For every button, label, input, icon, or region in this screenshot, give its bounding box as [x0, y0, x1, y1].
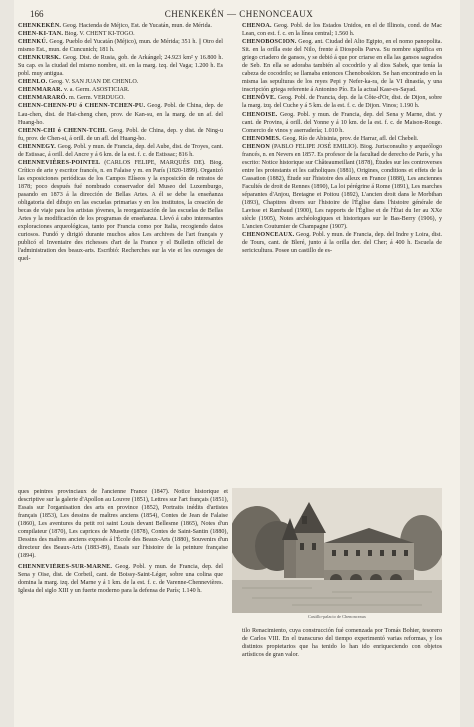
- entry-headword: CHENOMES.: [242, 135, 281, 142]
- entry-text: Geog. Pobl. de China, dep. y dist. de Ning-u fu, prov. de Chen-si, á orill. de un afl. del Huang-ho.: [18, 127, 223, 142]
- entry-headword: CHEN-KI-TAN.: [18, 31, 64, 38]
- entry-headword: CHENMARARÓ.: [18, 95, 68, 102]
- castle-engraving-icon: [232, 488, 442, 613]
- entry-headword: CHENKÚ.: [18, 39, 48, 46]
- dictionary-entry: [18, 86, 223, 94]
- dictionary-entry: [242, 627, 442, 659]
- dictionary-entry: [242, 22, 442, 38]
- entry-text: (CARLOS FELIPE, MARQUÉS DE). Biog. Crítico de arte y escritor francés, n. en Falaise y m. en París (1820-1899). Organizó las exposiciones periódicas de los Campos Elíseos y la exposición de retratos de 1878; poco después fué nombrado conservador del Museo del Luxemburgo, pasando en 1873 á la dirección de Bellas Artes. A él se debe la enseñanza obligatoria del dibujo en las escuelas primarias y en los institutos, la creación de becas de viaje para los artistas jóvenes, la reorganización de las escuelas de Bellas Artes y la modificación de los programas de enseñanza. Llevó á cabo interesantes exploraciones arqueológicas, tanto por Francia como por Italia, recogiendo datos curiosos. Fundó y dirigió durante muchos años Les archives de l'art français y publicó el Inventaire des richesses d'art de la France y el Bulletin officiel de l'administration des beaux-arts. Escribió: Recherches sur la vie et les ouvrages de quel-: [18, 159, 223, 263]
- entry-headword: CHENOA.: [242, 23, 272, 29]
- entry-headword: CHENOBOSCION.: [242, 39, 297, 46]
- entry-text: Geog. Pobl. y mun. de Francia, dep. del Sena y Marne, dist. y cant. de Provins, á orill. del Yonne y á 10 km. de la est. f. c. de Maison-Rouge. Comercio de vinos y aserradería; 1.010 h.: [242, 111, 442, 134]
- entry-text: Geog. ant. Ciudad del Alto Egipto, en el nomo panopolita. Sit. en la orilla este del Nilo, frente á Diospolis Parva. Su nombre significa en griego criadero de gansos, y se debió á que por criarse en ella las gansos sagrados de Seb. En ella se adoraba también al cocodrilo y al dios Sabek, que tenía la cabeza de cocodrilo; se llamaba entonces Chenoboskion. Se han encontrado en la misma las sepulturas de los reyes Pepi y Nefer-ka-ra, de la VI dinastía, y una inscripción griega referente á Antonino Pío. Es la actual Kasr-es-Sayad.: [242, 39, 442, 94]
- dictionary-entry: [242, 111, 442, 135]
- entry-headword: CHENNEVIÈRES-SUR-MARNE.: [18, 564, 113, 570]
- entry-headword: CHENNEVIÈRES-POINTEL: [18, 159, 101, 166]
- entry-headword: CHENONCEAUX.: [242, 232, 295, 239]
- mid-left-column: [18, 488, 228, 564]
- dictionary-entry: [18, 78, 223, 86]
- entry-text: ques peintres provinciaux de l'ancienne France (1847). Notice historique et descriptive sur la galerie d'Apollon au Louvre (1851), Lettres sur l'art français (1851), Essais sur l'organisation des arts en province (1852), Portraits inédits d'artistes français (1853), Les dessins de maîtres anciens (1854), Contes de Jean de Falaise (1860), Les aventures du petit roi saint Louis devant Bellesme (1865), Notes d'un compilateur (1870), Les caprices de Musette (1878), Contes de Saint-Santin (1880), Dessins des maîtres anciens exposés á l'École des Beaux-Arts (1880), Souvenirs d'un directeur des Beaux-Arts (1883-89), Essais sur l'histoire de la peinture française (1894).: [18, 489, 228, 560]
- dictionary-entry: [18, 30, 223, 38]
- dictionary-entry: [18, 563, 223, 595]
- entry-text: Geog. Río de Abisinia, prov. de Harrar, afl. del Chebeli.: [280, 135, 419, 142]
- entry-headword: CHENMARAR.: [18, 87, 63, 94]
- entry-text: v. a. Germ. ASOSTICIAR.: [62, 87, 130, 94]
- bottom-right-column: [242, 627, 442, 721]
- entry-text: Geog. Pobl. de Francia, dep. de la Côte-d'Or, dist. de Dijon, sobre la marg. izq. del Cuche y á 5 km. de la est. f. c. de Dijon. Vinos; 1.190 h.: [242, 95, 442, 110]
- dictionary-entry: [18, 102, 223, 126]
- bottom-left-column: [18, 563, 223, 721]
- dictionary-entry: [242, 143, 442, 232]
- dictionary-entry: [18, 22, 223, 30]
- entry-headword: CHENON: [242, 143, 270, 150]
- entry-text: m. Germ. VERDUGO.: [67, 95, 125, 102]
- dictionary-entry: [18, 143, 223, 159]
- dictionary-entry: [18, 94, 223, 102]
- running-header: [30, 9, 448, 21]
- entry-text: Geog. Dist. de Rusia, gob. de Arkángel; 24.923 km² y 16.800 h. Su cap. es la ciudad del mismo nombre, sit. en la marg. izq. del Vaga; 1.200 h. Es pobl. muy antigua.: [18, 55, 223, 78]
- entry-headword: CHENÔVE.: [242, 95, 276, 102]
- dictionary-entry: [18, 54, 223, 78]
- entry-text: tilo Renacimiento, cuya construcción fué comenzada por Tomás Bohier, tesorero de Carlos VIII. En el transcurso del tiempo experimentó varias reformas, y los distintos propietarios que ha tenido lo han ido enriqueciendo con objetos artísticos de gran valor.: [242, 628, 442, 659]
- entry-text: Biog. V. CHENT KI-TOGO.: [63, 31, 135, 38]
- entry-headword: CHENOISE.: [242, 111, 278, 118]
- left-column: [18, 22, 223, 508]
- dictionary-entry: [18, 38, 223, 54]
- dictionary-entry: [18, 488, 228, 560]
- running-title: CHENKEKÉN — CHENONCEAUX: [164, 9, 314, 19]
- entry-headword: CHENN-CHI ó CHENN-TCHI.: [18, 127, 107, 134]
- dictionary-entry: [242, 38, 442, 94]
- entry-text: Geog. Pueblo del Yucatán (Méjico), mun. de Mérida; 351 h. || Otro del mismo Est., mun. de Cuncunich; 181 h.: [18, 39, 223, 54]
- entry-text: (PABLO FELIPE JOSÉ EMILIO). Biog. Jurisconsulto y arqueólogo francés, n. en Nevers en 1857. Es profesor de la facultad de derecho de París, y ha escrito: Notice historique sur Châteaumeillant (1878), Études sur les controverses entre les protestants et les catholiques (1881), Origines, conditions et effets de la Cassation (1882), Étude sur l'histoire des alleux en France (1888), Les anciennes Facultés de droit de Rennes (1890), La loi pérégrine á Rome (1891), Les marches séparantes d'Anjou, Bretagne et Poitou (1892), L'ancien droit dans le Morbihan (1893), Chapitres divers sur l'histoire de l'Église dans l'histoire générale de Lavisse et Rambaud (1900), Les rapports de l'Église et de l'État du Ier au XXe siècle (1905), Notes archéologiques et historiques sur le Bas-Berry (1906), y L'ancien Coutumier de Champagne (1907).: [242, 143, 442, 231]
- dictionary-entry: [242, 135, 442, 143]
- dictionary-entry: [242, 231, 442, 255]
- dictionary-entry: [18, 159, 223, 264]
- entry-text: Geog. Pobl. y mun. de Francia, dep. del Indre y Loira, dist. de Tours, cant. de Bleré, junto á la orilla der. del Cher; á 400 h. Escuela de sericicultura. Posee un castillo de es-: [242, 232, 442, 255]
- figure-caption: Castillo-palacio de Chenonceaux: [307, 614, 367, 619]
- entry-text: Geog. Pobl. de los Estados Unidos, en el de Illinois, cond. de Mac Lean, con est. f. c. en la línea central; 1.560 h.: [242, 23, 442, 38]
- entry-headword: CHENN-CHENN-PU ó CHENN-TCHEN-PU.: [18, 103, 146, 110]
- dictionary-entry: [242, 94, 442, 110]
- dictionary-entry: [18, 127, 223, 143]
- entry-text: Geog. Pobl. de China, dep. de Lau-chen, dist. de Hai-cheng chen, prov. de Kan-su, en la marg. de un af. del Huang-ho.: [18, 103, 223, 126]
- entry-text: Geog. Hacienda de Méjico, Est. de Yucatán, mun. de Mérida.: [61, 23, 212, 29]
- entry-headword: CHENNEGY.: [18, 143, 56, 150]
- entry-headword: CHENLO.: [18, 79, 48, 86]
- entry-text: Geog. Pobl. y mun. de Francia, dep. del Aube, dist. de Troyes, cant. de Estissac, á orill. del Ancre y á 6 km. de la est. f. c. de Estissac; 816 h.: [18, 143, 223, 158]
- page-number: 166: [30, 9, 44, 19]
- entry-headword: CHENKEKÉN.: [18, 23, 62, 29]
- castle-illustration: [232, 488, 442, 613]
- entry-text: Geog. V. SAN JUAN DE CHENLO.: [47, 79, 139, 86]
- entry-text: Geog. Pobl. y mun. de Francia, dep. del Sena y Oise, dist. de Corbeil, cant. de Boissy-Saint-Léger, sobre una colina que domina la marg. izq. del Marne y á 1 km. de la est. f. c. de Varenne-Chennevières. Iglesia del siglo XIII y un fuerte moderno para la defensa de París; 1.140 h.: [18, 564, 223, 595]
- entry-headword: CHENKURSK.: [18, 55, 61, 62]
